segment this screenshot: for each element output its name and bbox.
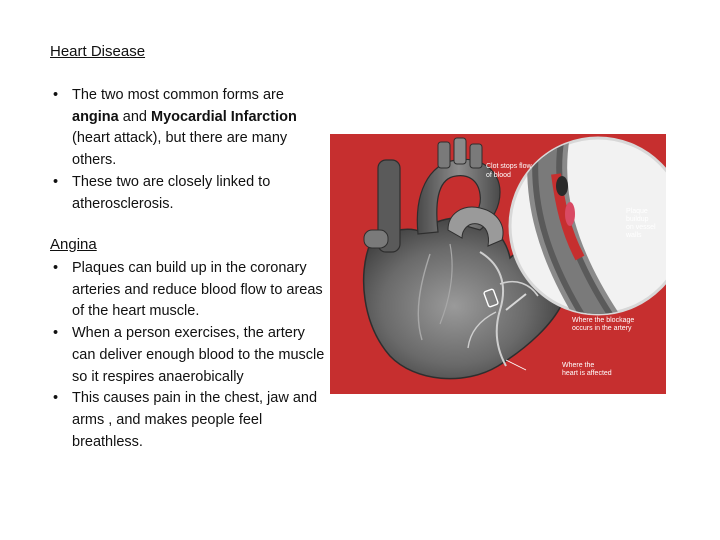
label-clot-line2: of blood bbox=[486, 172, 511, 179]
angina-bullet-3-text: This causes pain in the chest, jaw and arms , and makes people feel breathless. bbox=[72, 390, 318, 450]
label-plaque-line2: buildup bbox=[626, 216, 649, 223]
angina-bullet-list bbox=[50, 258, 325, 453]
label-clot-line1: Clot stops flow bbox=[486, 163, 532, 170]
intro-bullet-1-mid: and bbox=[118, 108, 151, 125]
intro-bullet-2 bbox=[50, 172, 325, 215]
term-myocardial-infarction: Myocardial Infarction bbox=[150, 108, 297, 125]
intro-bullet-1 bbox=[50, 85, 325, 172]
bullet-glyph: • bbox=[53, 390, 59, 407]
bullet-glyph: • bbox=[53, 87, 59, 103]
angina-bullet-1-text: Plaques can build up in the coronary arteries and reduce blood flow to areas of the heart muscle. bbox=[72, 260, 323, 320]
intro-bullet-1-post: (heart attack), but there are many others. bbox=[72, 130, 288, 169]
label-plaque-line1: Plaque bbox=[626, 208, 648, 215]
intro-bullet-2-text: These two are closely linked to atherosclerosis. bbox=[72, 173, 271, 212]
angina-bullet-2 bbox=[50, 323, 325, 388]
slide-title: Heart Disease bbox=[50, 43, 146, 60]
label-blockage-line2: occurs in the artery bbox=[572, 325, 632, 332]
label-plaque-line3: on vessel bbox=[626, 224, 656, 231]
bullet-glyph: • bbox=[53, 325, 59, 342]
angina-bullet-1 bbox=[50, 258, 325, 323]
bullet-glyph: • bbox=[53, 173, 59, 190]
intro-bullet-1-pre: The two most common forms are bbox=[72, 87, 284, 103]
intro-bullet-list bbox=[50, 85, 325, 215]
label-plaque-line4: walls bbox=[626, 232, 642, 239]
heart-illustration bbox=[330, 134, 666, 394]
angina-heading: Angina bbox=[50, 236, 97, 253]
label-blockage-line1: Where the blockage bbox=[572, 317, 635, 324]
label-affected-line2: heart is affected bbox=[562, 370, 612, 377]
angina-bullet-2-text: When a person exercises, the artery can deliver enough blood to the muscle so it respires anaerobically bbox=[72, 325, 325, 385]
bullet-glyph: • bbox=[53, 260, 59, 276]
heart-artery-figure bbox=[330, 134, 666, 394]
label-affected-line1: Where the bbox=[562, 362, 595, 369]
term-angina: angina bbox=[72, 108, 119, 125]
angina-bullet-3 bbox=[50, 388, 325, 453]
